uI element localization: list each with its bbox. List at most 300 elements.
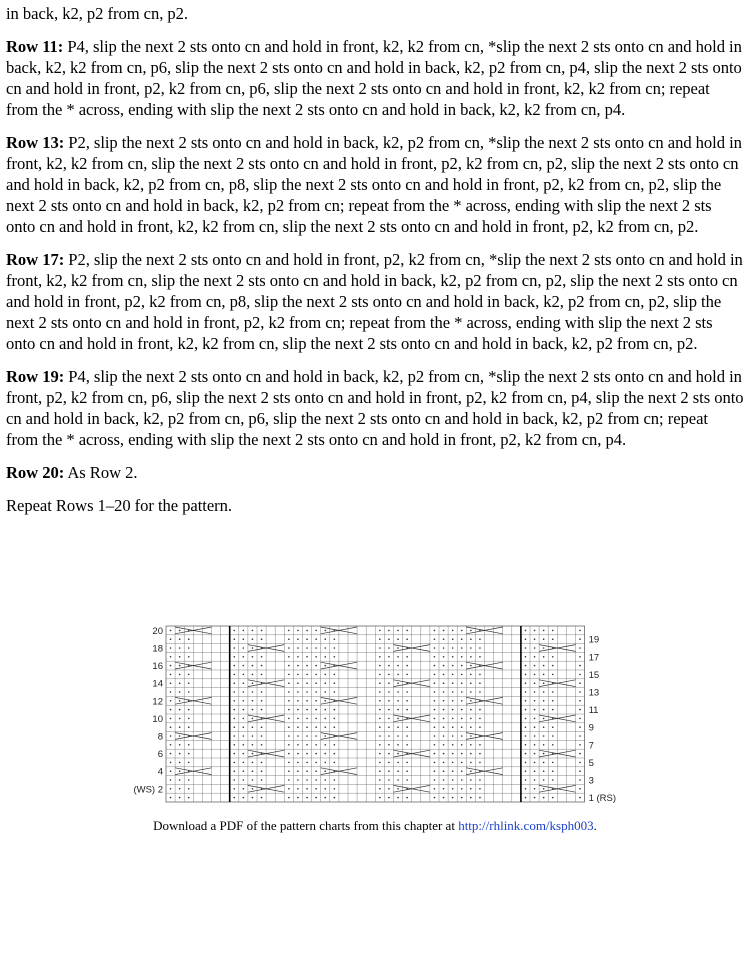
purl-dot (452, 788, 454, 790)
purl-dot (170, 647, 172, 649)
purl-dot (552, 630, 554, 632)
purl-dot (479, 709, 481, 711)
purl-dot (434, 682, 436, 684)
purl-dot (388, 788, 390, 790)
purl-dot (388, 744, 390, 746)
purl-dot (452, 638, 454, 640)
purl-dot (324, 700, 326, 702)
purl-dot (552, 638, 554, 640)
purl-dot (443, 788, 445, 790)
purl-dot (261, 726, 263, 728)
purl-dot (252, 656, 254, 658)
purl-dot (534, 735, 536, 737)
purl-dot (388, 797, 390, 799)
purl-dot (243, 718, 245, 720)
purl-dot (188, 744, 190, 746)
purl-dot (525, 682, 527, 684)
purl-dot (297, 779, 299, 781)
purl-dot (443, 718, 445, 720)
purl-dot (406, 779, 408, 781)
purl-dot (315, 744, 317, 746)
download-link[interactable]: http://rhlink.com/ksph003 (458, 818, 594, 833)
purl-dot (434, 718, 436, 720)
purl-dot (406, 762, 408, 764)
purl-dot (379, 682, 381, 684)
purl-dot (579, 647, 581, 649)
purl-dot (543, 682, 545, 684)
row-label: Row 17: (6, 250, 65, 269)
purl-dot (297, 718, 299, 720)
purl-dot (379, 744, 381, 746)
purl-dot (479, 656, 481, 658)
purl-dot (315, 638, 317, 640)
purl-dot (179, 638, 181, 640)
purl-dot (297, 770, 299, 772)
purl-dot (324, 638, 326, 640)
purl-dot (534, 726, 536, 728)
purl-dot (397, 674, 399, 676)
purl-dot (579, 674, 581, 676)
purl-dot (552, 797, 554, 799)
purl-dot (243, 665, 245, 667)
purl-dot (297, 735, 299, 737)
purl-dot (534, 797, 536, 799)
purl-dot (324, 630, 326, 632)
purl-dot (315, 682, 317, 684)
row-number-left: 16 (152, 661, 163, 673)
purl-dot (233, 797, 235, 799)
purl-dot (443, 797, 445, 799)
purl-dot (461, 656, 463, 658)
purl-dot (443, 779, 445, 781)
purl-dot (252, 638, 254, 640)
purl-dot (261, 779, 263, 781)
purl-dot (406, 797, 408, 799)
purl-dot (334, 638, 336, 640)
purl-dot (188, 779, 190, 781)
purl-dot (388, 709, 390, 711)
purl-dot (188, 656, 190, 658)
purl-dot (188, 691, 190, 693)
purl-dot (452, 797, 454, 799)
row-instructions: P2, slip the next 2 sts onto cn and hold in front, p2, k2 from cn, *slip the next 2 sts onto cn and hold in front, k2, k2 from cn, slip the next 2 sts onto cn and hold in back, k2, p2 from cn, p2, slip the next 2 sts onto cn and hold in front, p2, k2 from cn, p8, slip the next 2 sts onto cn and hold in back, k2, p2 from cn, p2, slip the next 2 sts onto cn and hold in front, p2, k2 from cn; repeat from the * across, ending with slip the next 2 sts onto cn and hold in front, k2, k2 from cn, slip the next 2 sts onto cn and hold in back, k2, p2 from cn, p2. (6, 250, 743, 353)
purl-dot (452, 726, 454, 728)
purl-dot (397, 638, 399, 640)
purl-dot (406, 665, 408, 667)
purl-dot (252, 735, 254, 737)
purl-dot (461, 735, 463, 737)
purl-dot (315, 735, 317, 737)
purl-dot (543, 709, 545, 711)
purl-dot (170, 797, 172, 799)
purl-dot (324, 665, 326, 667)
purl-dot (443, 726, 445, 728)
purl-dot (334, 718, 336, 720)
purl-dot (179, 700, 181, 702)
row-number-right: 3 (588, 775, 594, 787)
row-label: Row 13: (6, 133, 65, 152)
purl-dot (443, 682, 445, 684)
purl-dot (243, 700, 245, 702)
purl-dot (252, 770, 254, 772)
purl-dot (434, 726, 436, 728)
purl-dot (324, 779, 326, 781)
purl-dot (334, 788, 336, 790)
purl-dot (406, 735, 408, 737)
purl-dot (461, 691, 463, 693)
row-number-left: 4 (157, 766, 163, 778)
purl-dot (461, 700, 463, 702)
purl-dot (188, 674, 190, 676)
purl-dot (261, 691, 263, 693)
purl-dot (243, 630, 245, 632)
purl-dot (288, 709, 290, 711)
purl-dot (297, 762, 299, 764)
purl-dot (306, 770, 308, 772)
purl-dot (470, 674, 472, 676)
purl-dot (452, 762, 454, 764)
purl-dot (288, 788, 290, 790)
purl-dot (525, 797, 527, 799)
purl-dot (479, 744, 481, 746)
purl-dot (479, 718, 481, 720)
purl-dot (525, 788, 527, 790)
purl-dot (525, 674, 527, 676)
purl-dot (543, 718, 545, 720)
purl-dot (379, 779, 381, 781)
purl-dot (379, 788, 381, 790)
purl-dot (470, 718, 472, 720)
purl-dot (534, 630, 536, 632)
purl-dot (388, 779, 390, 781)
purl-dot (525, 726, 527, 728)
purl-dot (261, 762, 263, 764)
purl-dot (315, 718, 317, 720)
purl-dot (288, 718, 290, 720)
purl-dot (334, 709, 336, 711)
purl-dot (297, 682, 299, 684)
purl-dot (461, 674, 463, 676)
row-number-right: 9 (588, 722, 594, 734)
purl-dot (452, 674, 454, 676)
purl-dot (388, 647, 390, 649)
purl-dot (306, 744, 308, 746)
purl-dot (552, 726, 554, 728)
purl-dot (434, 691, 436, 693)
purl-dot (179, 674, 181, 676)
purl-dot (470, 762, 472, 764)
purl-dot (334, 744, 336, 746)
purl-dot (579, 797, 581, 799)
purl-dot (233, 630, 235, 632)
purl-dot (252, 788, 254, 790)
purl-dot (243, 691, 245, 693)
purl-dot (579, 656, 581, 658)
purl-dot (434, 779, 436, 781)
purl-dot (534, 770, 536, 772)
purl-dot (434, 788, 436, 790)
purl-dot (534, 762, 536, 764)
row-instructions: As Row 2. (64, 463, 138, 482)
purl-dot (543, 630, 545, 632)
purl-dot (170, 630, 172, 632)
purl-dot (261, 770, 263, 772)
purl-dot (306, 682, 308, 684)
purl-dot (579, 735, 581, 737)
purl-dot (252, 797, 254, 799)
purl-dot (406, 638, 408, 640)
purl-dot (261, 638, 263, 640)
purl-dot (179, 762, 181, 764)
purl-dot (334, 647, 336, 649)
purl-dot (552, 770, 554, 772)
purl-dot (406, 726, 408, 728)
purl-dot (334, 674, 336, 676)
purl-dot (288, 735, 290, 737)
paragraph-row-17 (6, 249, 744, 354)
purl-dot (479, 674, 481, 676)
purl-dot (324, 762, 326, 764)
purl-dot (534, 665, 536, 667)
purl-dot (233, 709, 235, 711)
purl-dot (261, 656, 263, 658)
row-number-right: 7 (588, 740, 594, 752)
purl-dot (297, 709, 299, 711)
purl-dot (434, 647, 436, 649)
purl-dot (334, 762, 336, 764)
purl-dot (379, 691, 381, 693)
purl-dot (170, 718, 172, 720)
purl-dot (315, 656, 317, 658)
purl-dot (543, 726, 545, 728)
purl-dot (470, 779, 472, 781)
purl-dot (288, 638, 290, 640)
purl-dot (470, 735, 472, 737)
purl-dot (252, 709, 254, 711)
purl-dot (470, 709, 472, 711)
purl-dot (170, 682, 172, 684)
purl-dot (479, 726, 481, 728)
purl-dot (406, 744, 408, 746)
purl-dot (288, 647, 290, 649)
purl-dot (470, 691, 472, 693)
purl-dot (379, 735, 381, 737)
purl-dot (324, 770, 326, 772)
purl-dot (579, 638, 581, 640)
purl-dot (397, 744, 399, 746)
purl-dot (252, 647, 254, 649)
purl-dot (379, 726, 381, 728)
purl-dot (243, 797, 245, 799)
purl-dot (324, 788, 326, 790)
purl-dot (288, 665, 290, 667)
purl-dot (388, 656, 390, 658)
purl-dot (252, 700, 254, 702)
purl-dot (379, 656, 381, 658)
purl-dot (297, 700, 299, 702)
purl-dot (306, 647, 308, 649)
purl-dot (543, 691, 545, 693)
purl-dot (479, 682, 481, 684)
purl-dot (461, 726, 463, 728)
purl-dot (334, 682, 336, 684)
purl-dot (306, 797, 308, 799)
purl-dot (525, 647, 527, 649)
purl-dot (579, 691, 581, 693)
purl-dot (470, 788, 472, 790)
purl-dot (479, 788, 481, 790)
paragraph-row-13 (6, 132, 744, 237)
purl-dot (397, 691, 399, 693)
purl-dot (388, 762, 390, 764)
purl-dot (525, 744, 527, 746)
purl-dot (315, 788, 317, 790)
purl-dot (452, 682, 454, 684)
purl-dot (443, 709, 445, 711)
purl-dot (379, 797, 381, 799)
purl-dot (461, 762, 463, 764)
purl-dot (324, 735, 326, 737)
purl-dot (315, 726, 317, 728)
row-instructions: P4, slip the next 2 sts onto cn and hold in front, k2, k2 from cn, *slip the next 2 sts onto cn and hold in back, k2, k2 from cn, p6, slip the next 2 sts onto cn and hold in back, k2, p2 from cn, p4, slip the next 2 sts onto cn and hold in front, p2, k2 from cn, p6, slip the next 2 sts onto cn and hold in front, k2, k2 from cn; repeat from the * across, ending with slip the next 2 sts onto cn and hold in back, k2, k2 from cn, p4. (6, 37, 742, 119)
purl-dot (397, 788, 399, 790)
purl-dot (324, 744, 326, 746)
purl-dot (252, 779, 254, 781)
purl-dot (397, 735, 399, 737)
purl-dot (397, 726, 399, 728)
row-number-left: (WS) 2 (133, 784, 163, 796)
purl-dot (233, 700, 235, 702)
purl-dot (525, 718, 527, 720)
purl-dot (379, 674, 381, 676)
purl-dot (452, 656, 454, 658)
purl-dot (470, 638, 472, 640)
purl-dot (379, 638, 381, 640)
row-label: Row 20: (6, 463, 65, 482)
purl-dot (261, 709, 263, 711)
purl-dot (534, 709, 536, 711)
purl-dot (543, 647, 545, 649)
purl-dot (461, 630, 463, 632)
purl-dot (379, 647, 381, 649)
purl-dot (406, 700, 408, 702)
purl-dot (188, 797, 190, 799)
purl-dot (543, 700, 545, 702)
purl-dot (288, 674, 290, 676)
purl-dot (315, 691, 317, 693)
purl-dot (297, 674, 299, 676)
purl-dot (170, 744, 172, 746)
purl-dot (315, 770, 317, 772)
purl-dot (397, 709, 399, 711)
purl-dot (397, 665, 399, 667)
purl-dot (179, 753, 181, 755)
purl-dot (479, 797, 481, 799)
purl-dot (179, 709, 181, 711)
purl-dot (434, 709, 436, 711)
purl-dot (534, 779, 536, 781)
purl-dot (179, 726, 181, 728)
purl-dot (261, 665, 263, 667)
purl-dot (388, 665, 390, 667)
purl-dot (543, 779, 545, 781)
purl-dot (470, 797, 472, 799)
row-label: Row 19: (6, 367, 65, 386)
purl-dot (434, 753, 436, 755)
purl-dot (243, 674, 245, 676)
purl-dot (397, 630, 399, 632)
purl-dot (306, 726, 308, 728)
purl-dot (188, 682, 190, 684)
purl-dot (470, 656, 472, 658)
row-number-right: 5 (588, 757, 594, 769)
purl-dot (261, 797, 263, 799)
purl-dot (306, 630, 308, 632)
purl-dot (579, 753, 581, 755)
purl-dot (170, 700, 172, 702)
purl-dot (525, 709, 527, 711)
purl-dot (534, 638, 536, 640)
purl-dot (461, 770, 463, 772)
purl-dot (252, 753, 254, 755)
purl-dot (579, 718, 581, 720)
purl-dot (552, 674, 554, 676)
purl-dot (452, 630, 454, 632)
purl-dot (288, 682, 290, 684)
purl-dot (579, 744, 581, 746)
row-instructions: P2, slip the next 2 sts onto cn and hold in back, k2, p2 from cn, *slip the next 2 sts onto cn and hold in front, k2, k2 from cn, slip the next 2 sts onto cn and hold in front, p2, k2 from cn, p2, slip the next 2 sts onto cn and hold in back, k2, p2 from cn, p8, slip the next 2 sts onto cn and hold in front, p2, k2 from cn, p2, slip the next 2 sts onto cn and hold in back, k2, p2 from cn; repeat from the * across, ending with slip the next 2 sts onto cn and hold in front, k2, k2 from cn, slip the next 2 sts onto cn and hold in front, p2, k2 from cn, p2. (6, 133, 742, 236)
purl-dot (443, 744, 445, 746)
purl-dot (306, 709, 308, 711)
purl-dot (552, 700, 554, 702)
purl-dot (243, 709, 245, 711)
purl-dot (188, 762, 190, 764)
purl-dot (233, 770, 235, 772)
purl-dot (252, 691, 254, 693)
purl-dot (306, 638, 308, 640)
purl-dot (324, 718, 326, 720)
purl-dot (525, 630, 527, 632)
purl-dot (170, 762, 172, 764)
purl-dot (324, 647, 326, 649)
purl-dot (170, 726, 172, 728)
purl-dot (461, 638, 463, 640)
purl-dot (552, 762, 554, 764)
purl-dot (552, 735, 554, 737)
purl-dot (306, 665, 308, 667)
purl-dot (170, 788, 172, 790)
purl-dot (525, 665, 527, 667)
purl-dot (233, 665, 235, 667)
purl-dot (261, 735, 263, 737)
purl-dot (388, 735, 390, 737)
purl-dot (297, 726, 299, 728)
purl-dot (297, 797, 299, 799)
purl-dot (252, 665, 254, 667)
purl-dot (543, 735, 545, 737)
purl-dot (552, 744, 554, 746)
paragraph-continuation: in back, k2, p2 from cn, p2. (6, 4, 189, 23)
purl-dot (306, 691, 308, 693)
purl-dot (397, 762, 399, 764)
purl-dot (461, 797, 463, 799)
purl-dot (543, 744, 545, 746)
purl-dot (288, 770, 290, 772)
purl-dot (243, 744, 245, 746)
purl-dot (434, 665, 436, 667)
purl-dot (470, 753, 472, 755)
purl-dot (297, 656, 299, 658)
